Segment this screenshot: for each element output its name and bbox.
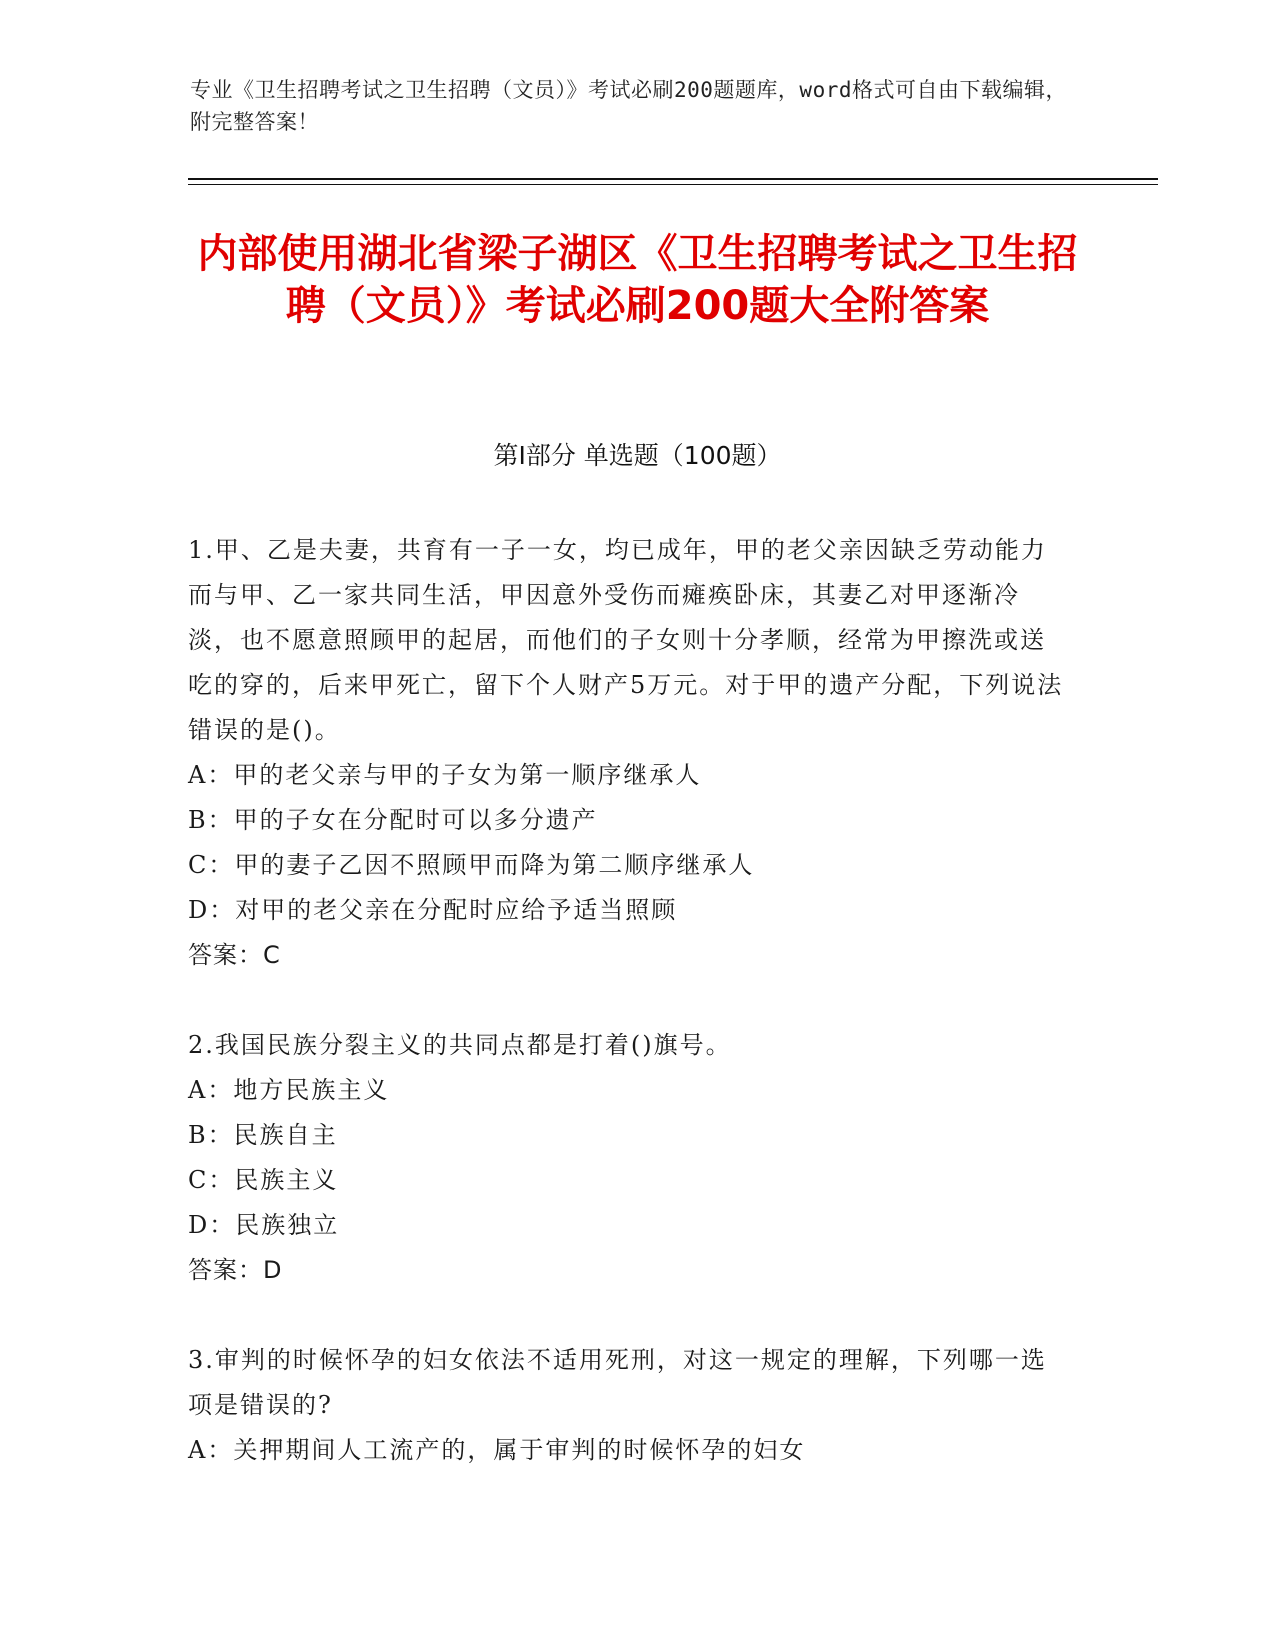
question-3 <box>188 1338 1068 1473</box>
header-note: 专业《卫生招聘考试之卫生招聘（文员）》考试必刷200题题库，word格式可自由下载编辑，附完整答案！ <box>190 78 1067 134</box>
question-spacer <box>188 978 1068 1023</box>
option-c: C：甲的妻子乙因不照顾甲而降为第二顺序继承人 <box>188 851 755 879</box>
question-stem: 2.我国民族分裂主义的共同点都是打着()旗号。 <box>188 1031 732 1059</box>
option-c: C：民族主义 <box>188 1166 339 1194</box>
answer-line: 答案：C <box>188 941 281 969</box>
option-a: A：甲的老父亲与甲的子女为第一顺序继承人 <box>188 761 702 789</box>
option-d: D：民族独立 <box>188 1211 340 1239</box>
option-a: A：关押期间人工流产的，属于审判的时候怀孕的妇女 <box>188 1436 806 1464</box>
section-title: 第Ⅰ部分 单选题（100题） <box>493 441 782 470</box>
option-b: B：民族自主 <box>188 1121 338 1149</box>
question-stem: 3.审判的时候怀孕的妇女依法不适用死刑，对这一规定的理解，下列哪一选项是错误的? <box>188 1346 1047 1419</box>
option-a: A：地方民族主义 <box>188 1076 390 1104</box>
header-divider-thick <box>188 178 1158 180</box>
question-2 <box>188 1023 1068 1293</box>
question-spacer <box>188 1293 1068 1338</box>
option-d: D：对甲的老父亲在分配时应给予适当照顾 <box>188 896 678 924</box>
option-b: B：甲的子女在分配时可以多分遗产 <box>188 806 598 834</box>
question-1 <box>188 528 1068 978</box>
question-list <box>188 528 1068 1473</box>
header-divider-thin <box>188 184 1158 185</box>
answer-line: 答案：D <box>188 1256 283 1284</box>
document-title: 内部使用湖北省梁子湖区《卫生招聘考试之卫生招聘（文员）》考试必刷200题大全附答案 <box>197 231 1078 329</box>
question-stem: 1.甲、乙是夫妻，共育有一子一女，均已成年，甲的老父亲因缺乏劳动能力而与甲、乙一家共同生活，甲因意外受伤而瘫痪卧床，其妻乙对甲逐渐冷淡，也不愿意照顾甲的起居，而他们的子女则十分孝顺，经常为甲擦洗或送吃的穿的，后来甲死亡，留下个人财产5万元。对于甲的遗产分配，下列说法错误的是()。 <box>188 536 1064 744</box>
